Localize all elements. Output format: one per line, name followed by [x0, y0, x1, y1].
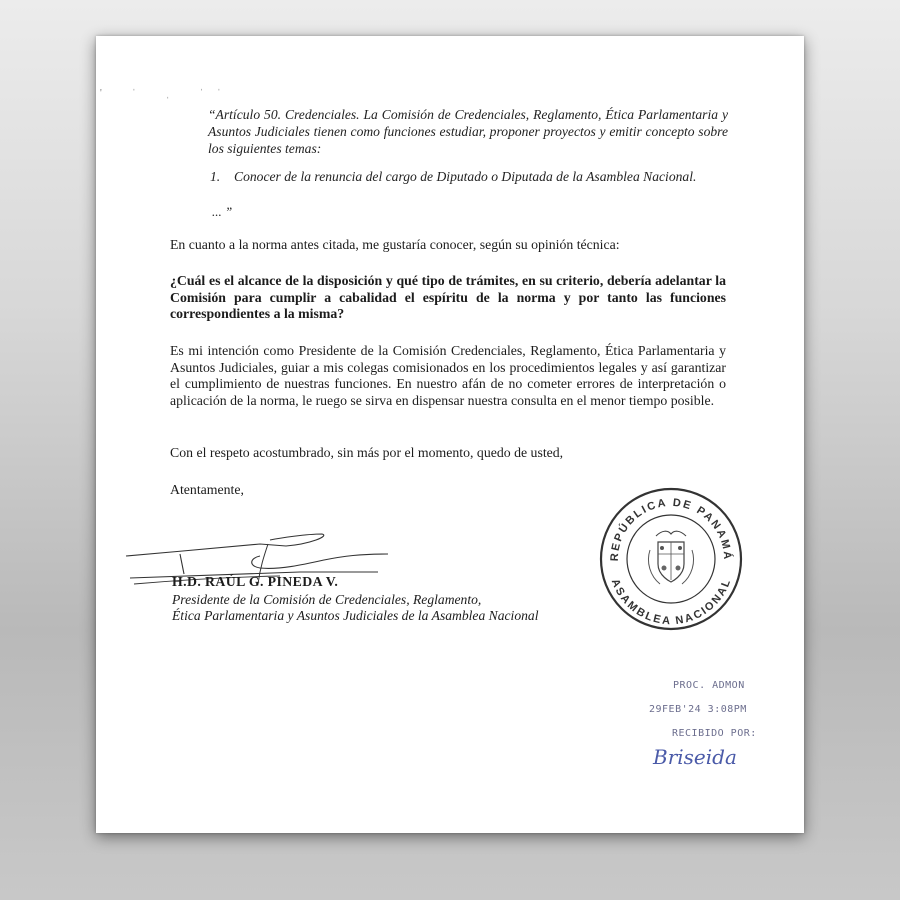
- signer-title-line1: Presidente de la Comisión de Credenciales, Reglamento,: [172, 592, 482, 607]
- intro-paragraph: En cuanto a la norma antes citada, me gustaría conocer, según su opinión técnica:: [170, 237, 620, 252]
- intention-paragraph: Es mi intención como Presidente de la Comisión Credenciales, Reglamento, Ética Parlamentaria y Asuntos Judiciales, guiar a mis colegas comisionados en los procedimientos legales y así garantizar el cumplimiento de nuestras funciones. En nuestro afán de no cometer errores de interpretación o aplicación de la norma, le ruego se sirva en dispensar nuestra consulta en el menor tiempo posible.: [170, 343, 726, 408]
- seal-bottom-text: ASAMBLEA NACIONAL: [608, 577, 734, 628]
- receiver-name: Briseida: [653, 745, 737, 769]
- signer-name: H.D. RAÚL G. PINEDA V.: [172, 574, 339, 589]
- official-seal: [596, 484, 746, 634]
- receiver-signature: [649, 738, 759, 772]
- quoted-article: “Artículo 50. Credenciales. La Comisión de Credenciales, Reglamento, Ética Parlamentaria y Asuntos Judiciales tienen como funciones estudiar, proponer proyectos y emitir concepto sobre los siguientes temas:: [208, 107, 728, 156]
- closing-paragraph: Con el respeto acostumbrado, sin más por el momento, quedo de usted,: [170, 445, 564, 460]
- salutation: Atentamente,: [170, 482, 244, 497]
- seal-top-text: REPÚBLICA DE PANAMÁ: [608, 496, 734, 562]
- list-item-number: 1.: [210, 169, 221, 184]
- coat-of-arms-icon: [648, 531, 693, 584]
- document-page: [96, 36, 804, 833]
- stamp-datetime: 29FEB'24 3:08PM: [649, 704, 747, 715]
- scan-marks: ' ˈ ˌ ˈˈ: [100, 88, 235, 99]
- svg-text:ASAMBLEA NACIONAL: [609, 577, 734, 627]
- quoted-list-item: [210, 168, 730, 185]
- quote-ellipsis: ... ”: [212, 204, 233, 219]
- question-paragraph: ¿Cuál es el alcance de la disposición y qué tipo de trámites, en su criterio, debería adelantar la Comisión para cumplir a cabalidad el espíritu de la norma y por tanto las funciones correspondientes a la misma?: [170, 273, 726, 321]
- stamp-department: PROC. ADMON: [673, 680, 745, 691]
- signer-title-line2: Ética Parlamentaria y Asuntos Judiciales de la Asamblea Nacional: [172, 608, 539, 623]
- stamp-received-label: RECIBIDO POR:: [672, 728, 757, 739]
- list-item-text: Conocer de la renuncia del cargo de Diputado o Diputada de la Asamblea Nacional.: [234, 169, 697, 184]
